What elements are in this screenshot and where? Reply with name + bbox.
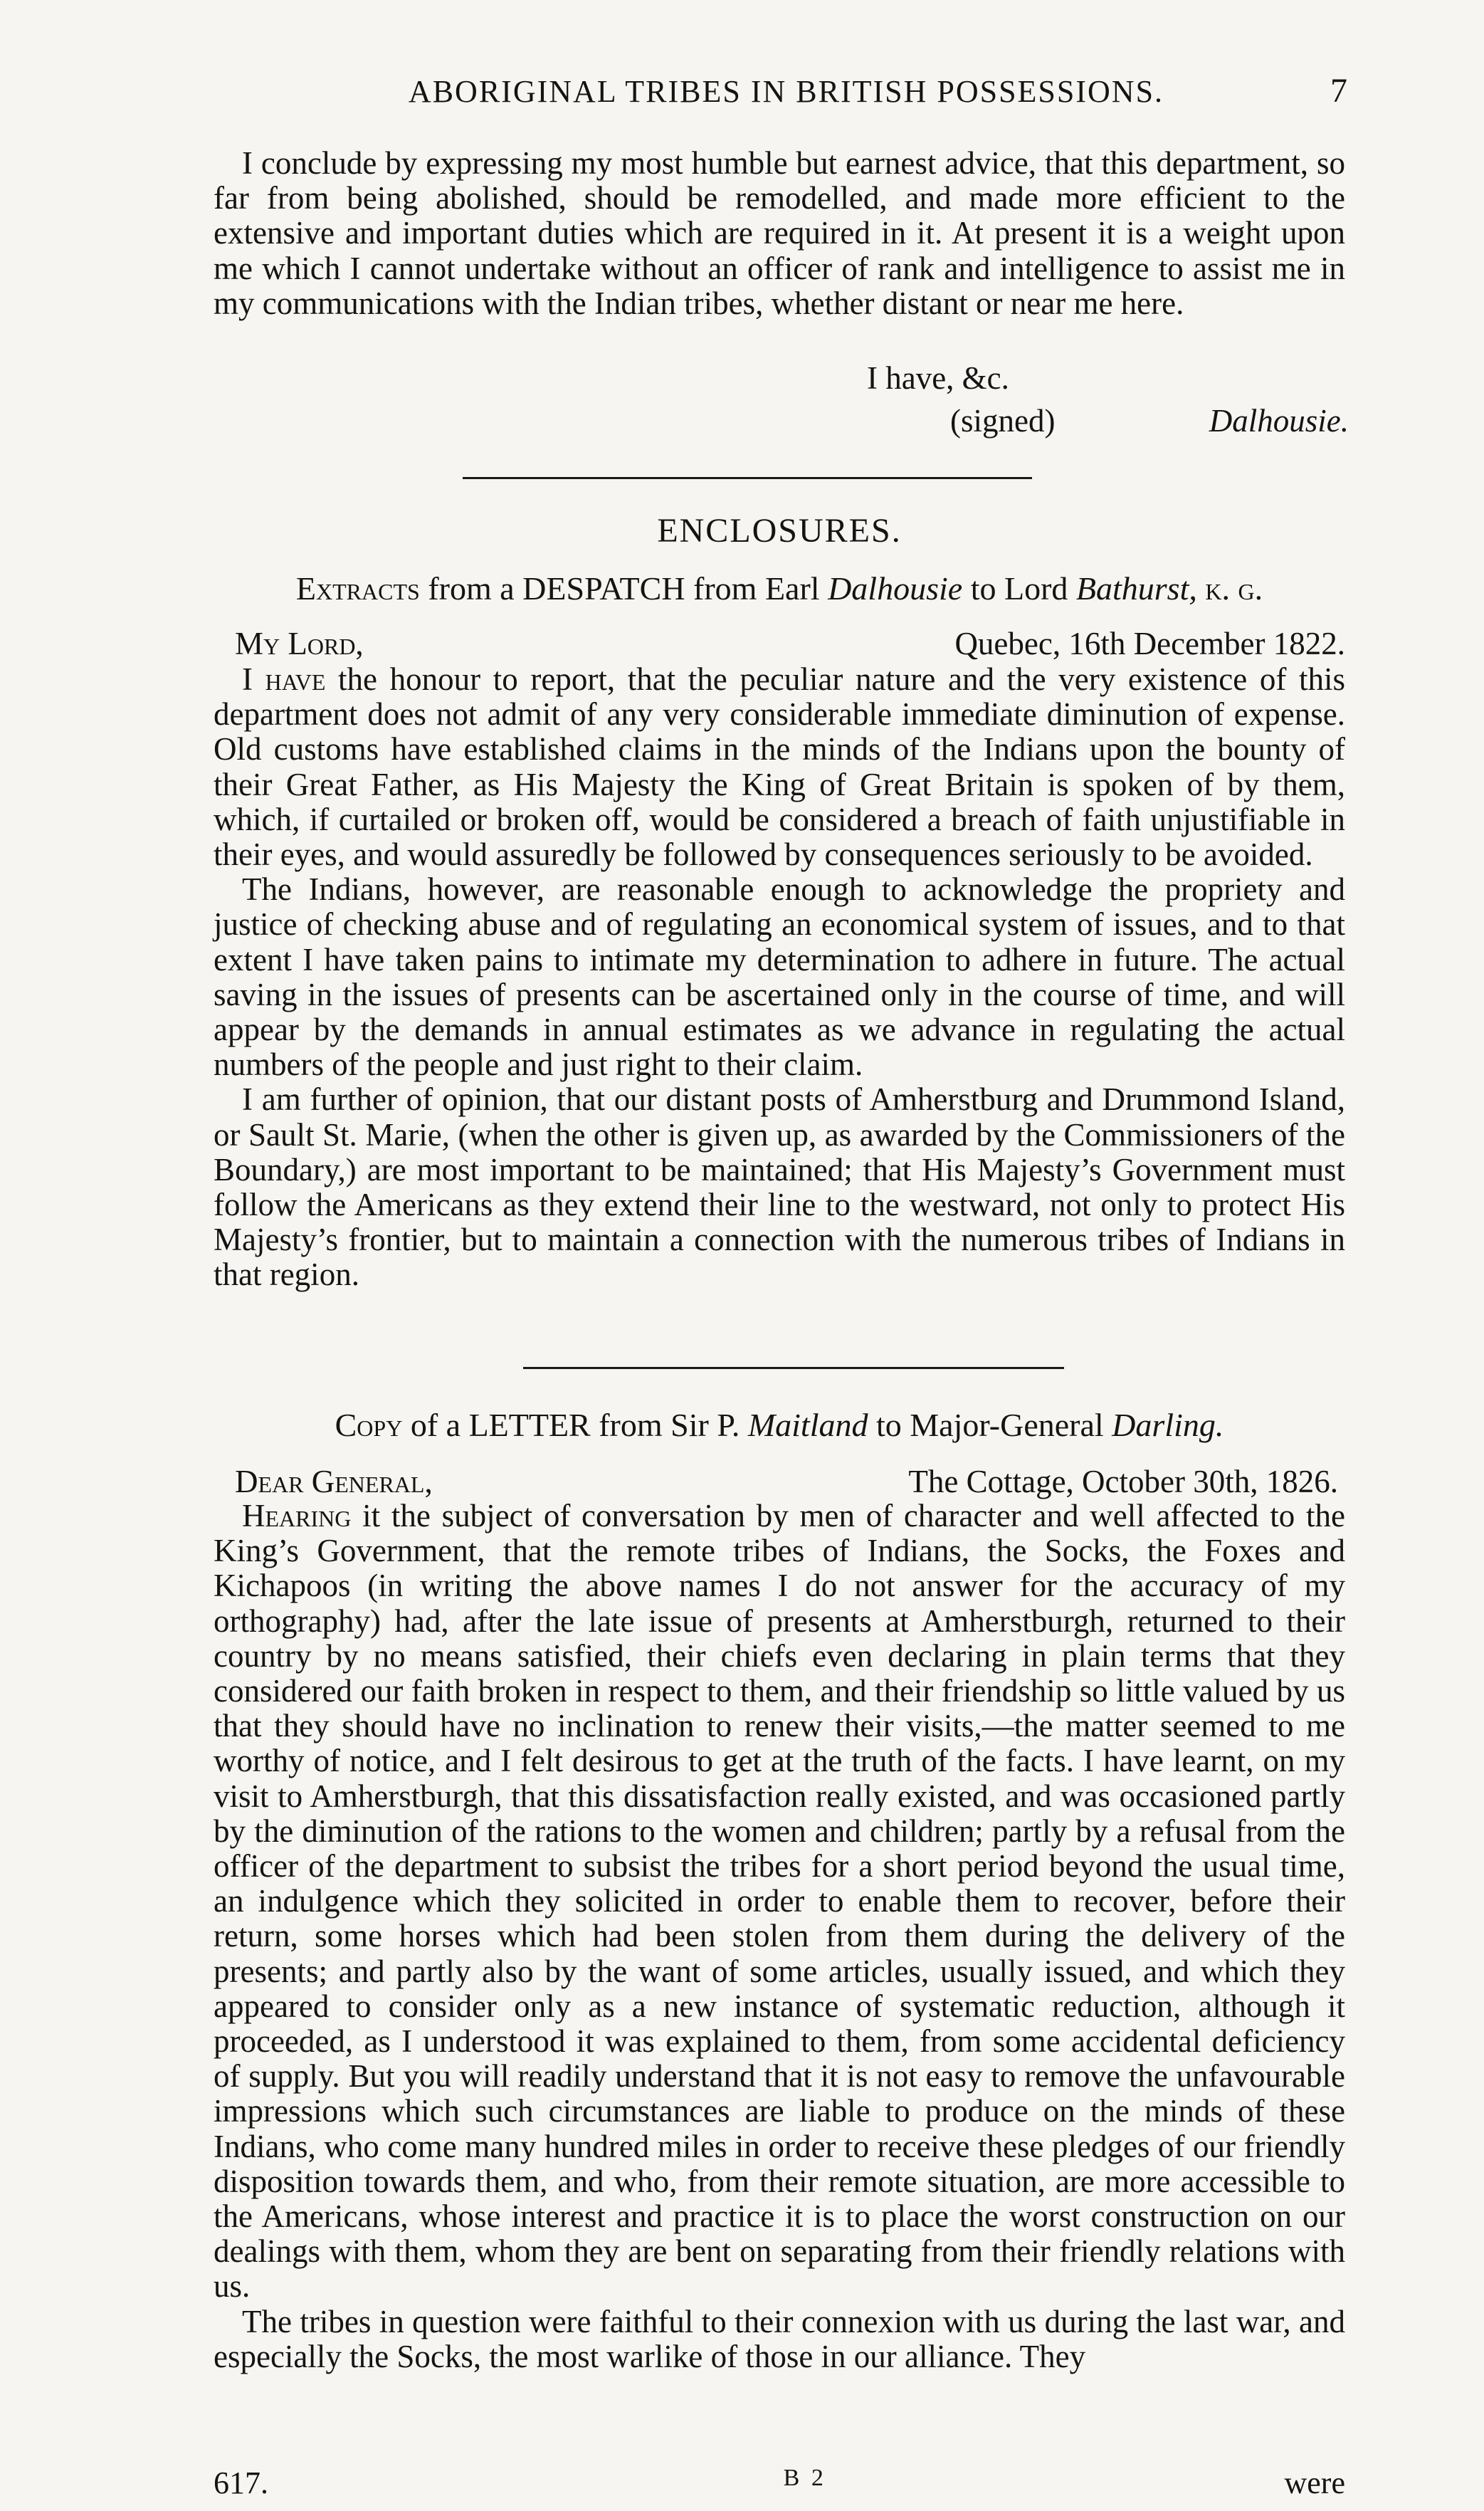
section-divider (463, 477, 1032, 479)
signatory-name: Dalhousie. (1209, 403, 1349, 439)
extract-dateline (214, 625, 1345, 662)
document-number: 617. (214, 2465, 268, 2500)
copy-heading-to: Darling. (1112, 1407, 1224, 1443)
letter-closing: I have, &c. (867, 360, 1009, 396)
signature-line (950, 402, 1349, 439)
copy-heading-a: of a LETTER from Sir P. (410, 1407, 740, 1443)
extract-heading-to: Bathurst, (1075, 570, 1197, 607)
copy-salutation: Dear General, (235, 1464, 433, 1499)
signature-mark: B 2 (783, 2465, 826, 2491)
extract-heading-honour: k. g. (1205, 570, 1263, 607)
extract-heading-a: from a DESPATCH from Earl (428, 570, 820, 607)
copy-paragraph-2: The tribes in question were faithful to their connexion with us during the last war, and especially the Socks, the most warlike of those in our alliance. They (214, 2303, 1345, 2374)
copy-body (214, 1499, 1345, 2374)
copy-heading-lead: Copy (335, 1407, 403, 1443)
extract-heading (214, 570, 1345, 607)
copy-paragraph-1 (214, 1499, 1345, 2305)
extract-heading-lead: Extracts (295, 570, 420, 607)
opening-letter (214, 146, 1345, 321)
extract-paragraph-1 (214, 662, 1345, 872)
extract-body (214, 662, 1345, 1293)
copy-paragraph-1-lead: Hearing (242, 1498, 352, 1534)
extract-paragraph-1-lead: I have (242, 661, 326, 697)
copy-heading-b: to Major-General (876, 1407, 1104, 1443)
copy-paragraph-1-text: it the subject of conversation by men of character and well affected to the King’s Government, that the remote tribes of Indians, the Socks, the Foxes and Kichapoos (in writing the above names I do not answer for the accuracy of my orthography) had, after the late issue of presents at Amherstburgh, returned to their country by no means satisfied, their chiefs even declaring in plain terms that they considered our faith broken in respect to them, and their friendship so little valued by us that they should have no inclination to renew their visits,—the matter seemed to me worthy of notice, and I felt desirous to get at the truth of the facts. I have learnt, on my visit to Amherstburgh, that this dissatisfaction really existed, and was occasioned partly by the diminution of the rations to the women and children; partly by a refusal from the officer of the department to subsist the tribes for a short period beyond the usual time, an indulgence which they solicited in order to enable them to recover, before their return, some horses which had been stolen from them during the delivery of the presents; and partly also by the want of some articles, usually issued, and which they appeared to consider only as a new instance of systematic reduction, although it proceeded, as I understood it was explained to them, from some accidental deficiency of supply. But you will readily understand that it is not easy to remove the unfavourable impressions which such circumstances are liable to produce on the minds of these Indians, who come many hundred miles in order to receive these pledges of our friendly disposition towards them, and who, from their remote situation, are more accessible to the Americans, whose interest and practice it is to place the worst construction on our dealings with them, whom they are bent on separating from their friendly relations with us. (214, 1498, 1345, 2305)
section-divider (523, 1367, 1064, 1369)
opening-paragraph: I conclude by expressing my most humble but earnest advice, that this department, so far from being abolished, should be remodelled, and made more efficient to the extensive and important duties which are required in it. At present it is a weight upon me which I cannot undertake without an officer of rank and intelligence to assist me in my communications with the Indian tribes, whether distant or near me here. (214, 145, 1345, 321)
extract-paragraph-1-text: the honour to report, that the peculiar nature and the very existence of this department does not admit of any very considerable immediate diminution of expense. Old customs have established claims in the minds of the Indians upon the bounty of their Great Father, as His Majesty the King of Great Britain is spoken of by them, which, if curtailed or broken off, would be considered a breach of faith unjustifiable in their eyes, and would assuredly be followed by consequences seriously to be avoided. (214, 661, 1345, 873)
running-head-title: ABORIGINAL TRIBES IN BRITISH POSSESSIONS. (408, 74, 1164, 109)
signed-label: (signed) (950, 403, 1056, 439)
extract-paragraph-2: The Indians, however, are reasonable enough to acknowledge the propriety and justice of checking abuse and of regulating an economical system of issues, and to that extent I have taken pains to intimate my determination to adhere in future. The actual saving in the issues of presents can be ascertained only in the course of time, and will appear by the demands in annual estimates as we advance in regulating the actual numbers of the people and just right to their claim. (214, 871, 1345, 1083)
enclosures-heading: ENCLOSURES. (657, 512, 902, 550)
extract-heading-from: Dalhousie (828, 570, 963, 607)
page-footer (214, 2465, 1345, 2501)
copy-heading-from: Maitland (747, 1407, 868, 1443)
extract-salutation: My Lord, (235, 626, 364, 661)
extract-date: Quebec, 16th December 1822. (954, 626, 1345, 661)
extract-paragraph-3: I am further of opinion, that our distant posts of Amherstburg and Drummond Island, or Sault St. Marie, (when the other is given up, as awarded by the Commissioners of the Boundary,) are most important to be maintained; that His Majesty’s Government must follow the Americans as they extend their line to the westward, not only to protect His Majesty’s frontier, but to maintain a connection with the numerous tribes of Indians in that region. (214, 1081, 1345, 1293)
copy-letter-heading (214, 1406, 1345, 1444)
copy-dateline (214, 1463, 1345, 1500)
copy-date: The Cottage, October 30th, 1826. (908, 1464, 1338, 1499)
catchword: were (1284, 2465, 1345, 2500)
running-head (214, 71, 1349, 110)
extract-heading-b: to Lord (970, 570, 1068, 607)
page-number: 7 (1330, 72, 1349, 110)
